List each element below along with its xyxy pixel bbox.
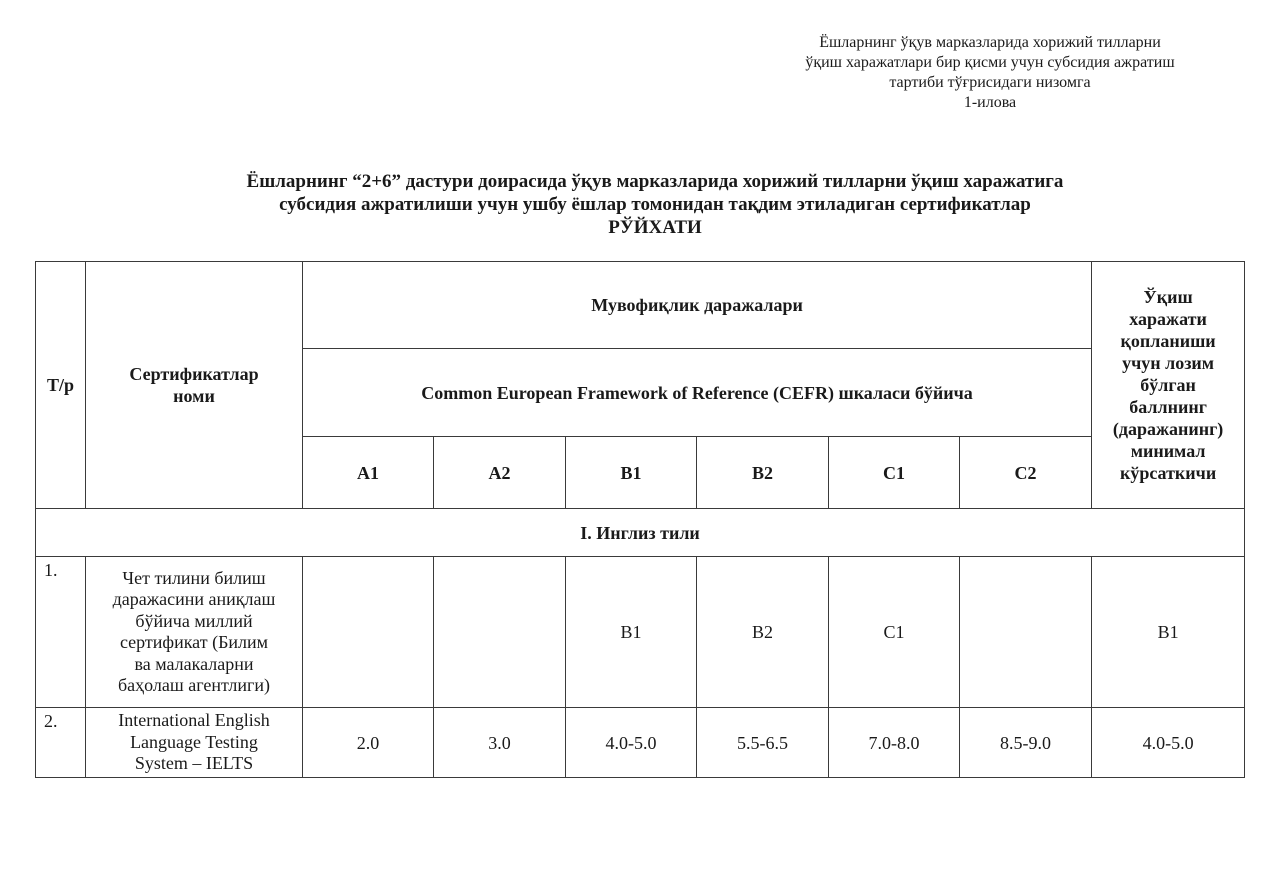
cell-c1: 7.0-8.0 bbox=[829, 708, 960, 778]
certificate-name-line: баҳолаш агентлиги) bbox=[117, 675, 271, 695]
certificate-name-line: ва малакаларни bbox=[134, 653, 254, 674]
annex-line: ўқиш харажатлари бир қисми учун субсидия ажратиш bbox=[805, 54, 1175, 71]
annex-line: Ёшларнинг ўқув марказларида хорижий тилларни bbox=[819, 34, 1161, 51]
header-min-line: минимал bbox=[1130, 441, 1206, 461]
document-title bbox=[60, 170, 1250, 239]
cell-a1: 2.0 bbox=[303, 708, 434, 778]
annex-line: тартиби тўғрисидаги низомга bbox=[889, 74, 1091, 91]
row-number: 1. bbox=[36, 557, 86, 708]
header-minimum-score bbox=[1092, 262, 1245, 509]
title-line: Ёшларнинг “2+6” дастури доирасида ўқув марказларида хорижий тилларни ўқиш харажатига bbox=[246, 171, 1064, 192]
column-c2: C2 bbox=[960, 437, 1092, 509]
header-min-line: кўрсаткичи bbox=[1119, 463, 1217, 483]
header-name-line: Сертификатлар bbox=[129, 364, 259, 384]
header-min-line: баллнинг bbox=[1129, 397, 1207, 417]
header-min-line: учун лозим bbox=[1122, 353, 1215, 373]
row-number: 2. bbox=[36, 708, 86, 778]
header-number: Т/р bbox=[36, 262, 86, 509]
column-c1: C1 bbox=[829, 437, 960, 509]
title-line: субсидия ажратилиши учун ушбу ёшлар томонидан тақдим этиладиган сертификатлар bbox=[279, 194, 1031, 215]
cell-a1 bbox=[303, 557, 434, 708]
column-b1: B1 bbox=[566, 437, 697, 509]
header-min-line: Ўқиш bbox=[1143, 287, 1193, 307]
annex-reference bbox=[760, 33, 1220, 113]
certificate-name-line: Чет тилини билиш bbox=[122, 567, 266, 588]
certificates-table bbox=[35, 261, 1245, 778]
cell-b1: 4.0-5.0 bbox=[566, 708, 697, 778]
header-min-line: харажати bbox=[1129, 309, 1207, 329]
header-row-levels bbox=[36, 262, 1245, 349]
certificate-name-line: System – IELTS bbox=[134, 753, 254, 774]
cell-c2: 8.5-9.0 bbox=[960, 708, 1092, 778]
header-certificate-name bbox=[86, 262, 303, 509]
certificate-name bbox=[86, 708, 303, 778]
certificate-name-line: International English bbox=[118, 710, 270, 731]
header-cefr-scale: Common European Framework of Reference (CEFR) шкаласи бўйича bbox=[303, 349, 1092, 437]
cell-a2: 3.0 bbox=[434, 708, 566, 778]
cell-minimum: 4.0-5.0 bbox=[1092, 708, 1245, 778]
header-min-line: бўлган bbox=[1140, 375, 1196, 395]
cell-b1: B1 bbox=[566, 557, 697, 708]
cell-minimum: B1 bbox=[1092, 557, 1245, 708]
cell-c1: C1 bbox=[829, 557, 960, 708]
table-row bbox=[36, 557, 1245, 708]
section-row bbox=[36, 509, 1245, 557]
certificate-name-line: даражасини аниқлаш bbox=[112, 589, 276, 609]
certificate-name-line: сертификат (Билим bbox=[119, 632, 269, 652]
title-heading: РЎЙХАТИ bbox=[608, 217, 702, 238]
annex-number: 1-илова bbox=[963, 94, 1017, 111]
table-row bbox=[36, 708, 1245, 778]
header-min-line: (даражанинг) bbox=[1112, 419, 1224, 439]
header-min-line: қопланиши bbox=[1120, 331, 1216, 351]
certificate-name-line: бўйича миллий bbox=[135, 610, 253, 631]
column-a1: A1 bbox=[303, 437, 434, 509]
certificate-name bbox=[86, 557, 303, 708]
cell-b2: 5.5-6.5 bbox=[697, 708, 829, 778]
column-a2: A2 bbox=[434, 437, 566, 509]
certificate-name-line: Language Testing bbox=[130, 731, 258, 752]
header-levels: Мувофиқлик даражалари bbox=[303, 262, 1092, 349]
column-b2: B2 bbox=[697, 437, 829, 509]
cell-a2 bbox=[434, 557, 566, 708]
header-name-line: номи bbox=[173, 386, 215, 406]
section-english: I. Инглиз тили bbox=[36, 509, 1245, 557]
cell-c2 bbox=[960, 557, 1092, 708]
cell-b2: B2 bbox=[697, 557, 829, 708]
